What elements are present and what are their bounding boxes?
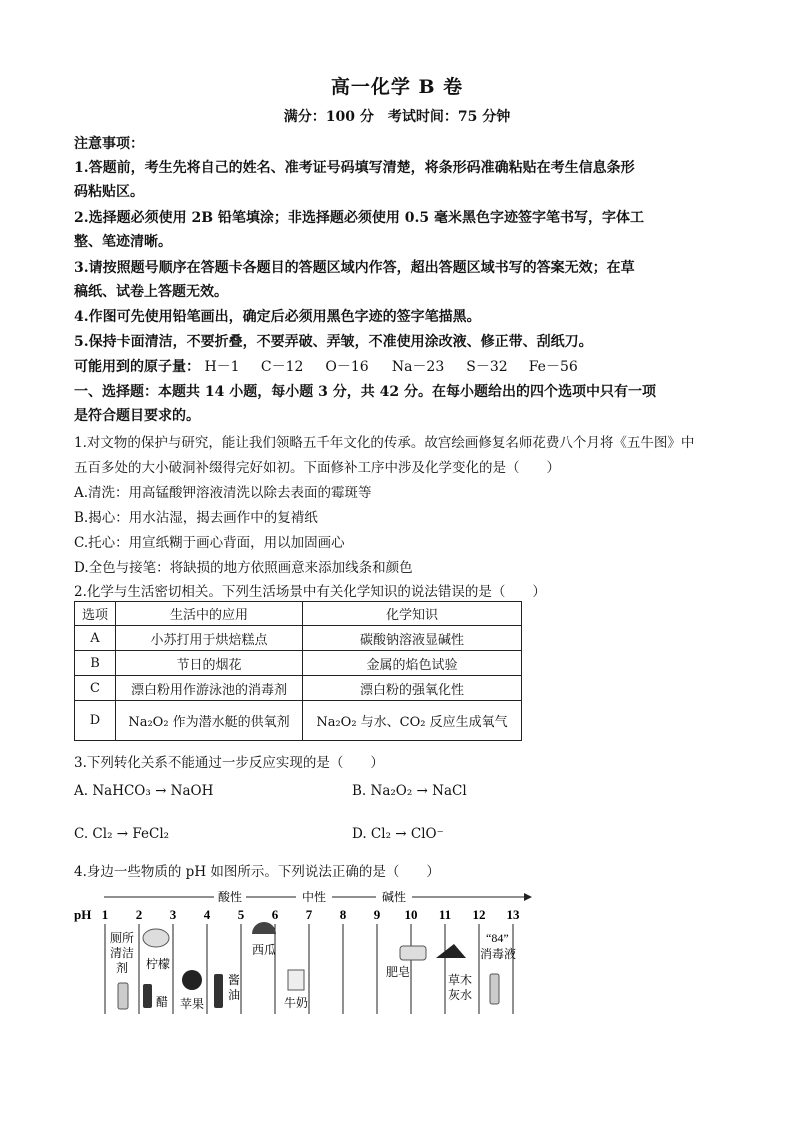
arrow-head-icon	[524, 893, 532, 901]
q3-option-d: D. Cl₂ → ClO⁻	[352, 826, 444, 842]
table-cell: 金属的焰色试验	[303, 651, 522, 676]
ph-tick-label: 3	[169, 907, 177, 922]
question-4-stem: 4.身边一些物质的 pH 如图所示。下列说法正确的是（ ）	[74, 864, 440, 880]
q1-option-a: A.清洗：用高锰酸钾溶液清洗以除去表面的霉斑等	[74, 485, 372, 501]
soy-sauce-bottle-icon	[214, 974, 223, 1008]
ph-tick-label: 8	[339, 907, 347, 922]
disinfectant-bottle-icon	[490, 974, 499, 1004]
ph-scale-diagram	[74, 888, 534, 1018]
lemon-icon	[143, 929, 169, 947]
range-label-base: 碱性	[381, 890, 407, 904]
item-label: 草木	[448, 973, 473, 987]
item-label: 柠檬	[146, 957, 171, 971]
ph-figure	[74, 888, 534, 1018]
item-label: 消毒液	[480, 947, 517, 961]
q2-table	[74, 601, 522, 741]
atomic-mass: O－16	[325, 359, 369, 375]
question-3-stem: 3.下列转化关系不能通过一步反应实现的是（ ）	[74, 755, 384, 771]
note-line: 4.作图可先使用铅笔画出，确定后必须用黑色字迹的签字笔描黑。	[74, 309, 481, 325]
atomic-masses-label: 可能用到的原子量：	[74, 359, 200, 375]
item-label: 厕所	[110, 931, 135, 945]
ph-tick-label: 5	[237, 907, 245, 922]
ph-tick-label: 6	[271, 907, 279, 922]
ph-tick-label: 9	[373, 907, 381, 922]
atomic-mass: C－12	[260, 359, 304, 375]
bottle-icon	[118, 983, 128, 1009]
apple-icon	[182, 970, 202, 990]
item-label: 醋	[156, 995, 169, 1009]
ph-tick-label: 1	[101, 907, 109, 922]
question-1-stem: 五百多处的大小破洞补缀得完好如初。下面修补工序中涉及化学变化的是（ ）	[74, 460, 560, 476]
atomic-masses	[74, 356, 578, 376]
ph-tick-label: 2	[135, 907, 143, 922]
page-title: 高一化学 B 卷	[330, 76, 464, 98]
note-line: 3.请按照题号顺序在答题卡各题目的答题区域内作答，超出答题区域书写的答案无效；在草	[74, 260, 635, 276]
table-cell: B	[75, 651, 116, 676]
milk-carton-icon	[288, 970, 304, 990]
ph-tick-label: 12	[472, 907, 486, 922]
range-label-acid: 酸性	[217, 890, 243, 904]
q1-option-b: B.揭心：用水沾湿，揭去画作中的复褙纸	[74, 510, 318, 526]
table-cell: Na₂O₂ 与水、CO₂ 反应生成氧气	[303, 701, 522, 741]
range-label-neutral: 中性	[301, 890, 327, 904]
notes-heading: 注意事项：	[74, 136, 144, 152]
note-line: 1.答题前，考生先将自己的姓名、准考证号码填写清楚，将条形码准确粘贴在考生信息条形	[74, 160, 635, 176]
note-line: 码粘贴区。	[74, 184, 144, 200]
axis-label: pH	[74, 907, 92, 922]
item-label: 剂	[116, 961, 129, 975]
table-cell: Na₂O₂ 作为潜水艇的供氧剂	[116, 701, 303, 741]
item-label: 牛奶	[284, 996, 309, 1010]
table-header: 化学知识	[303, 602, 522, 626]
item-label: 西瓜	[252, 943, 277, 957]
note-line: 整、笔迹清晰。	[74, 234, 172, 250]
table-cell: 碳酸钠溶液显碱性	[303, 626, 522, 651]
ash-icon	[436, 944, 466, 958]
q3-option-a: A. NaHCO₃ → NaOH	[74, 783, 214, 799]
atomic-mass: H－1	[204, 359, 240, 375]
note-line: 稿纸、试卷上答题无效。	[74, 284, 228, 300]
atomic-mass: S－32	[466, 359, 508, 375]
ph-tick-label: 7	[305, 907, 313, 922]
table-cell: D	[75, 701, 116, 741]
question-1-stem: 1.对文物的保护与研究，能让我们领略五千年文化的传承。故宫绘画修复名师花费八个月将《五牛图》中	[74, 435, 695, 451]
item-label: “84”	[486, 931, 509, 945]
item-label: 苹果	[180, 997, 205, 1011]
vinegar-bottle-icon	[143, 984, 152, 1008]
table-header: 选项	[75, 602, 116, 626]
ph-tick-label: 4	[203, 907, 211, 922]
item-label: 灰水	[448, 988, 473, 1002]
table-cell: A	[75, 626, 116, 651]
q1-option-d: D.全色与接笔：将缺损的地方依照画意来添加线条和颜色	[74, 560, 413, 576]
table-cell: 漂白粉的强氧化性	[303, 676, 522, 701]
table-row	[75, 626, 522, 651]
ph-tick-label: 10	[404, 907, 418, 922]
table-cell: C	[75, 676, 116, 701]
table-cell: 节日的烟花	[116, 651, 303, 676]
item-label: 油	[228, 988, 241, 1002]
note-line: 2.选择题必须使用 2B 铅笔填涂；非选择题必须使用 0.5 毫米黑色字迹签字笔书写，字体工	[74, 210, 645, 226]
table-row	[75, 676, 522, 701]
item-label: 清洁	[110, 946, 135, 960]
item-label: 酱	[228, 973, 241, 987]
q1-option-c: C.托心：用宣纸糊于画心背面，用以加固画心	[74, 535, 345, 551]
watermelon-icon	[252, 922, 276, 934]
section-heading: 一、选择题：本题共 14 小题，每小题 3 分，共 42 分。在每小题给出的四个选项中只有一项	[74, 384, 656, 400]
ph-tick-label: 11	[438, 907, 452, 922]
q3-option-c: C. Cl₂ → FeCl₂	[74, 826, 170, 842]
table-row	[75, 701, 522, 741]
table-cell: 漂白粉用作游泳池的消毒剂	[116, 676, 303, 701]
question-2-stem: 2.化学与生活密切相关。下列生活场景中有关化学知识的说法错误的是（ ）	[74, 584, 546, 600]
ph-tick-label: 13	[506, 907, 520, 922]
exam-info: 满分：100 分 考试时间：75 分钟	[283, 109, 511, 125]
table-cell: 小苏打用于烘焙糕点	[116, 626, 303, 651]
q3-option-b: B. Na₂O₂ → NaCl	[352, 783, 467, 799]
note-line: 5.保持卡面清洁，不要折叠，不要弄破、弄皱，不准使用涂改液、修正带、刮纸刀。	[74, 334, 593, 350]
atomic-mass: Fe－56	[528, 359, 578, 375]
atomic-mass: Na－23	[391, 359, 445, 375]
section-heading: 是符合题目要求的。	[74, 408, 200, 424]
table-header: 生活中的应用	[116, 602, 303, 626]
soap-icon	[400, 946, 426, 960]
item-label: 肥皂	[386, 965, 411, 979]
table-row	[75, 651, 522, 676]
